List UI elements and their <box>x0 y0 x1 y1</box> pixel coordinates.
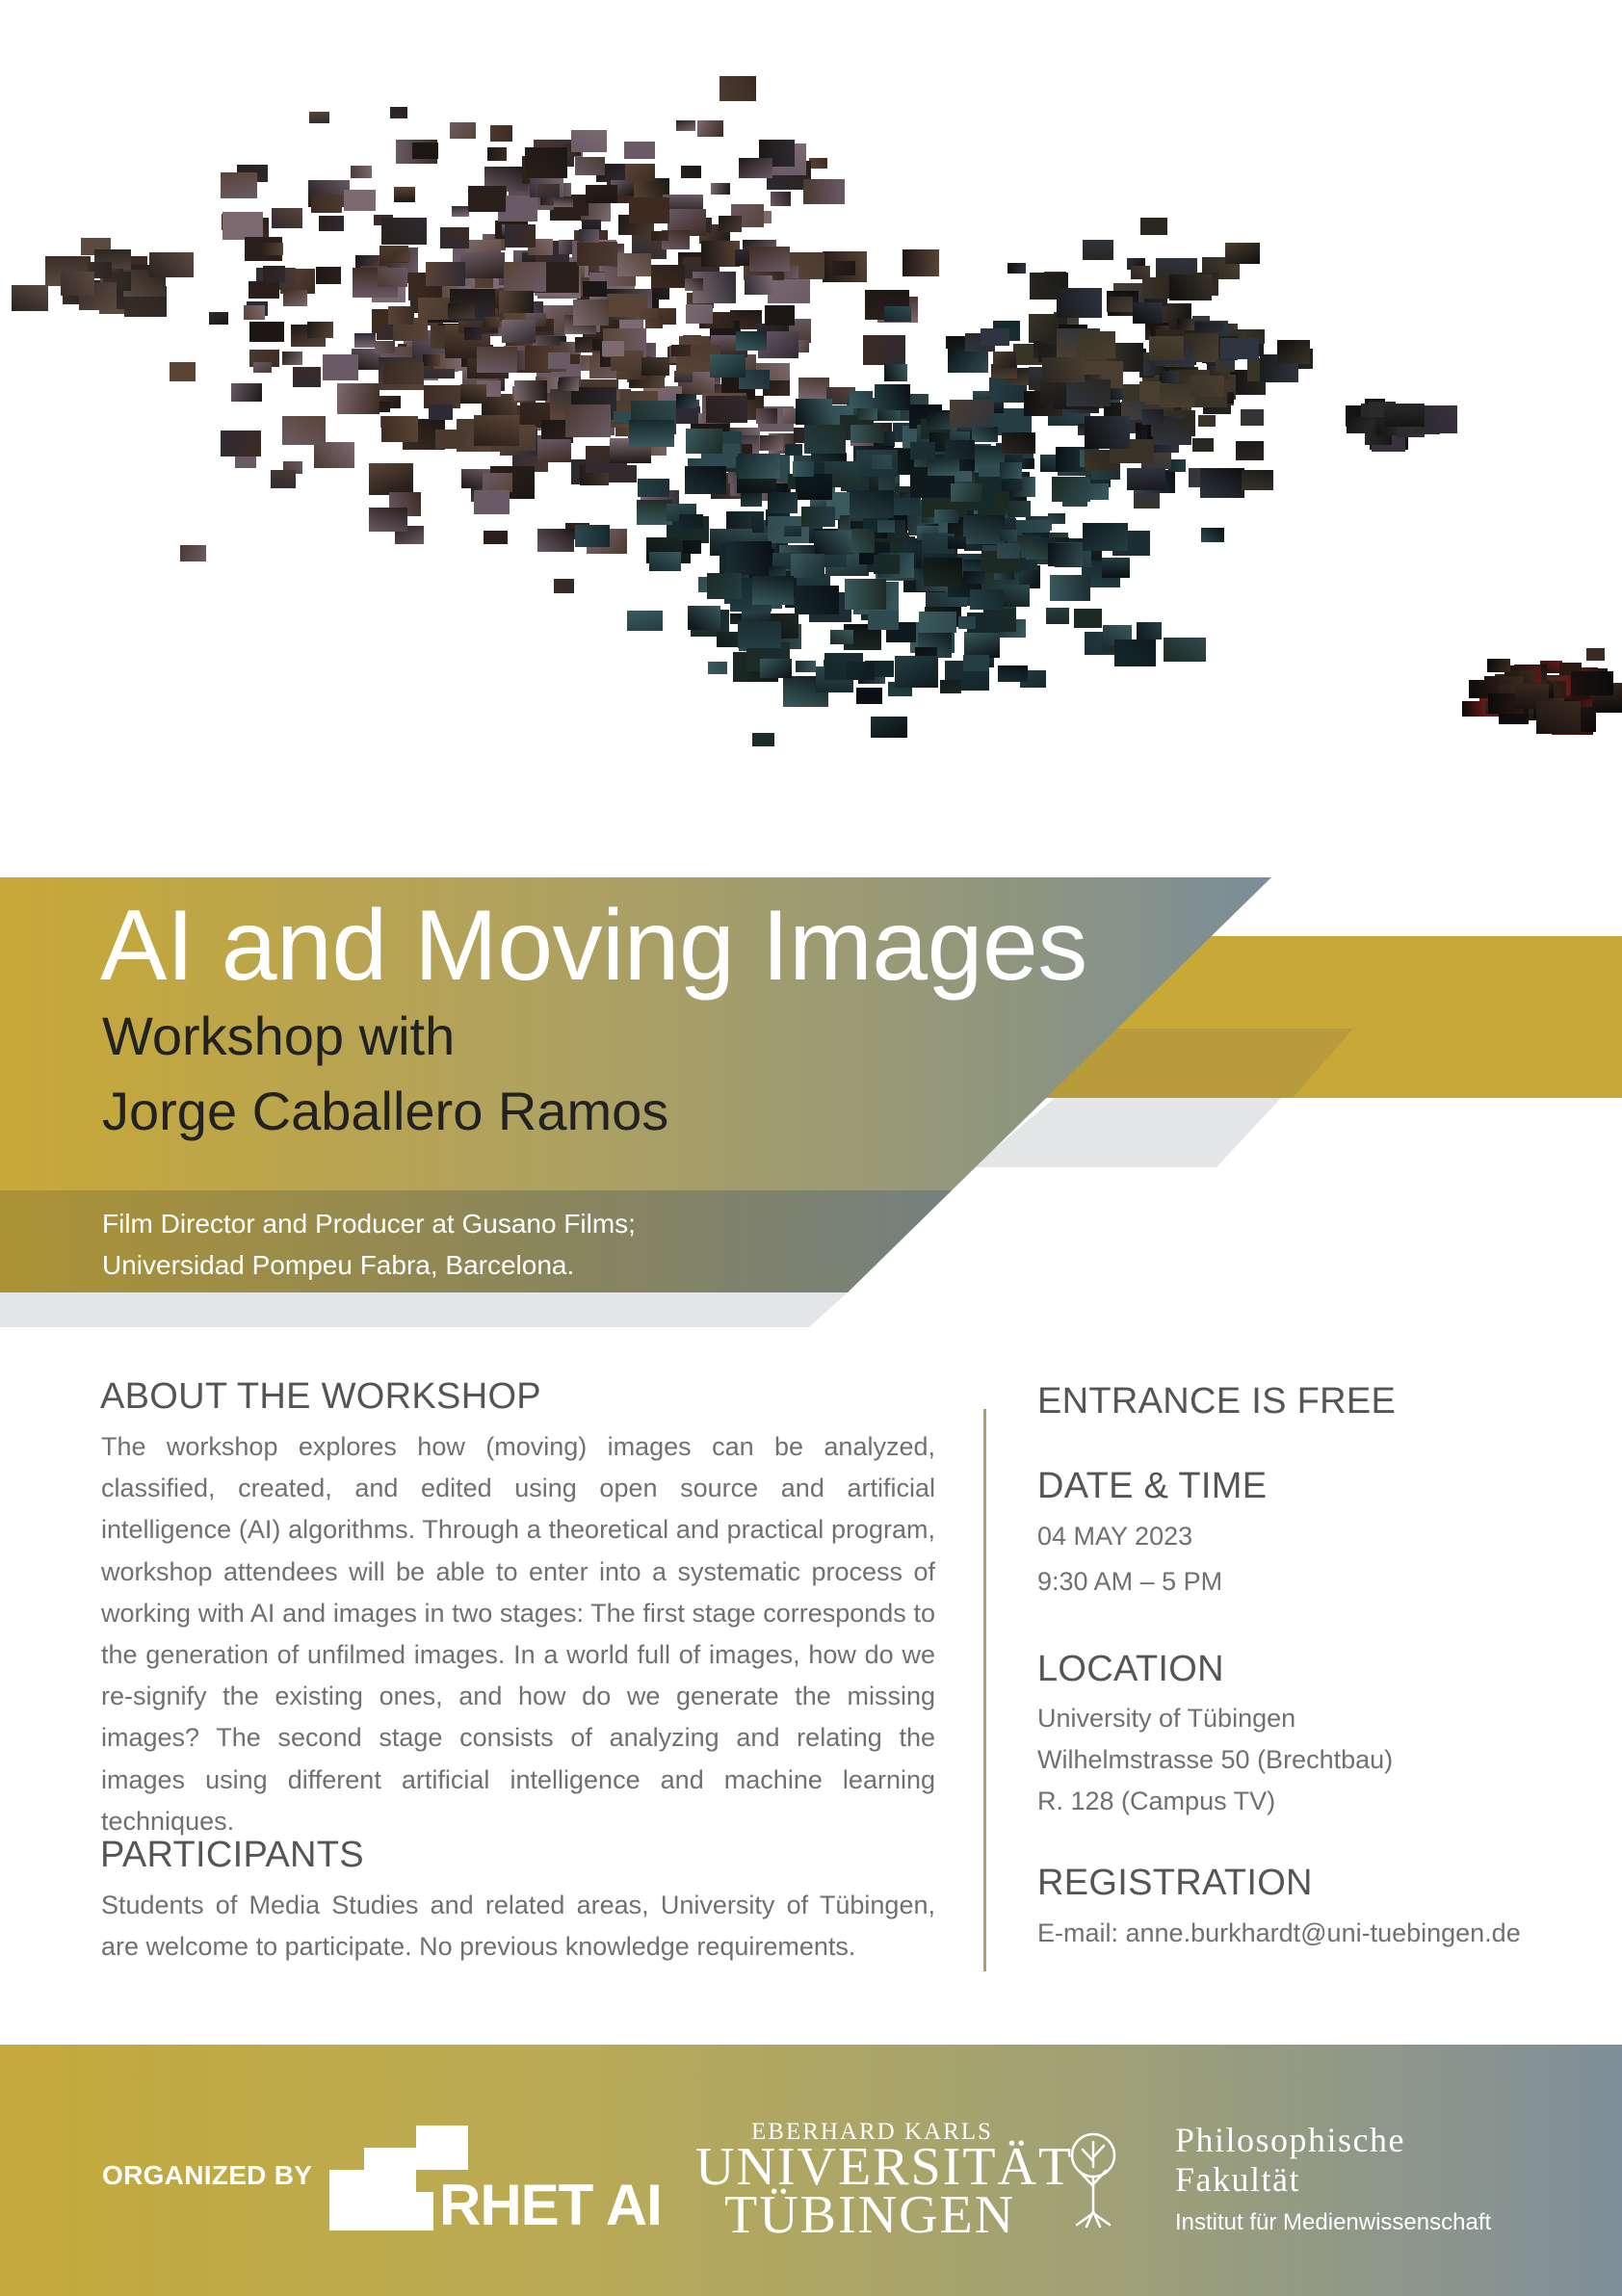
film-still-thumbnail <box>1083 240 1113 260</box>
film-still-thumbnail <box>272 208 302 228</box>
film-still-thumbnail <box>440 227 469 248</box>
film-still-thumbnail <box>629 420 674 447</box>
organized-by-label: ORGANIZED BY <box>102 2160 313 2190</box>
film-still-thumbnail <box>253 362 272 373</box>
film-still-thumbnail <box>537 439 571 462</box>
film-still-thumbnail <box>573 300 609 326</box>
film-still-thumbnail <box>487 147 507 161</box>
film-still-thumbnail <box>850 490 894 518</box>
about-heading: ABOUT THE WORKSHOP <box>100 1376 541 1417</box>
film-still-thumbnail <box>1225 243 1260 264</box>
film-still-thumbnail <box>1000 530 1017 541</box>
faculty-name-line2: Fakultät <box>1175 2160 1300 2199</box>
film-still-thumbnail <box>638 479 669 497</box>
workshop-subtitle-line1: Workshop with <box>102 1005 456 1066</box>
film-still-thumbnail <box>583 281 607 297</box>
film-still-thumbnail <box>719 76 756 101</box>
film-still-thumbnail <box>390 107 407 118</box>
film-still-thumbnail <box>796 661 816 672</box>
image-cluster-graphic <box>0 0 1622 867</box>
film-still-thumbnail <box>1002 480 1022 491</box>
film-still-thumbnail <box>1169 274 1212 300</box>
film-still-thumbnail <box>719 216 742 232</box>
film-still-thumbnail <box>686 429 722 454</box>
film-still-thumbnail <box>314 442 354 468</box>
film-still-thumbnail <box>1586 648 1605 661</box>
film-still-thumbnail <box>1140 218 1167 235</box>
film-still-thumbnail <box>474 490 510 514</box>
film-still-thumbnail <box>375 341 395 353</box>
film-still-thumbnail <box>688 606 720 630</box>
film-still-thumbnail <box>738 454 780 479</box>
film-still-thumbnail <box>450 122 476 139</box>
film-still-thumbnail <box>435 430 466 449</box>
film-still-thumbnail <box>1110 297 1133 312</box>
film-still-thumbnail <box>554 196 573 207</box>
film-still-thumbnail <box>602 341 624 356</box>
film-still-thumbnail <box>757 435 783 451</box>
film-still-thumbnail <box>537 184 560 197</box>
film-still-thumbnail <box>537 529 574 552</box>
film-still-thumbnail <box>726 541 772 575</box>
speaker-affiliation-line1: Film Director and Producer at Gusano Films; <box>102 1209 636 1239</box>
film-still-thumbnail <box>1083 523 1128 551</box>
film-still-thumbnail <box>674 371 693 382</box>
film-still-thumbnail <box>993 352 1016 368</box>
registration-heading: REGISTRATION <box>1037 1863 1313 1903</box>
film-still-thumbnail <box>948 536 966 549</box>
film-still-thumbnail <box>749 247 790 272</box>
film-still-thumbnail <box>293 367 321 387</box>
film-still-thumbnail <box>945 440 975 459</box>
film-still-thumbnail <box>61 272 94 296</box>
film-still-thumbnail <box>1127 468 1165 490</box>
film-still-thumbnail <box>710 354 746 378</box>
film-still-thumbnail <box>625 164 655 181</box>
university-logo-line2: TÜBINGEN <box>724 2185 1016 2245</box>
film-still-thumbnail <box>640 308 658 319</box>
film-still-thumbnail <box>412 143 438 159</box>
film-still-thumbnail <box>717 632 739 647</box>
film-still-thumbnail <box>344 190 376 211</box>
film-still-thumbnail <box>1066 379 1111 406</box>
film-still-thumbnail <box>676 394 696 408</box>
film-still-thumbnail <box>170 362 196 381</box>
film-still-thumbnail <box>681 166 701 178</box>
film-still-thumbnail <box>903 249 939 276</box>
film-still-thumbnail <box>1236 441 1264 460</box>
film-still-thumbnail <box>711 183 730 195</box>
film-still-thumbnail <box>271 470 296 488</box>
film-still-thumbnail <box>351 166 372 178</box>
film-still-thumbnail <box>924 558 962 587</box>
film-still-thumbnail <box>1048 513 1065 524</box>
film-still-thumbnail <box>890 498 920 515</box>
film-still-thumbnail <box>483 317 500 327</box>
film-still-thumbnail <box>448 303 475 319</box>
film-still-thumbnail <box>575 525 610 547</box>
film-still-thumbnail <box>209 312 228 325</box>
film-still-thumbnail <box>981 328 1009 346</box>
registration-email[interactable]: E-mail: anne.burkhardt@uni-tuebingen.de <box>1037 1918 1521 1947</box>
film-still-thumbnail <box>460 252 505 278</box>
film-still-thumbnail <box>1190 376 1224 397</box>
film-still-thumbnail <box>222 212 263 240</box>
film-still-thumbnail <box>337 383 379 414</box>
film-still-thumbnail <box>1201 528 1224 542</box>
film-still-thumbnail <box>369 508 407 532</box>
workshop-title: AI and Moving Images <box>100 890 1087 1002</box>
film-still-thumbnail <box>565 404 611 437</box>
institute-name: Institut für Medienwissenschaft <box>1175 2209 1492 2235</box>
film-still-thumbnail <box>963 655 989 671</box>
film-still-thumbnail <box>1048 543 1083 566</box>
film-still-thumbnail <box>1384 404 1425 427</box>
film-still-thumbnail <box>697 120 723 137</box>
film-still-thumbnail <box>323 354 358 380</box>
participants-text: Students of Media Studies and related areas, University of Tübingen, are welcome to participate. No previous knowledge requirements. <box>101 1891 935 1962</box>
film-still-thumbnail <box>745 275 772 295</box>
film-still-thumbnail <box>701 241 740 267</box>
film-still-thumbnail <box>1487 659 1510 672</box>
film-still-thumbnail <box>708 662 727 674</box>
film-still-thumbnail <box>221 430 261 457</box>
film-still-thumbnail <box>726 511 751 529</box>
film-still-thumbnail <box>381 218 427 245</box>
film-still-thumbnail <box>383 362 424 384</box>
film-still-thumbnail <box>307 322 333 338</box>
film-still-thumbnail <box>525 147 567 178</box>
film-still-thumbnail <box>1134 493 1160 509</box>
film-still-thumbnail <box>997 543 1020 559</box>
film-still-thumbnail <box>760 659 792 678</box>
film-still-thumbnail <box>1052 477 1090 502</box>
film-still-thumbnail <box>874 555 900 574</box>
film-still-thumbnail <box>505 224 536 248</box>
film-still-thumbnail <box>554 579 574 593</box>
film-still-thumbnail <box>464 327 482 340</box>
film-still-thumbnail <box>850 391 873 408</box>
film-still-thumbnail <box>641 357 669 376</box>
film-still-thumbnail <box>1142 277 1172 299</box>
film-still-thumbnail <box>756 408 777 424</box>
film-still-thumbnail <box>785 444 802 456</box>
film-still-thumbnail <box>771 192 791 206</box>
film-still-thumbnail <box>426 262 465 286</box>
film-still-thumbnail <box>249 281 279 299</box>
film-still-thumbnail <box>180 545 206 561</box>
film-still-thumbnail <box>627 611 663 631</box>
film-still-thumbnail <box>571 130 607 152</box>
film-still-thumbnail <box>795 586 839 614</box>
film-still-thumbnail <box>1198 415 1216 427</box>
film-still-thumbnail <box>514 380 547 401</box>
film-still-thumbnail <box>1102 558 1130 578</box>
film-still-thumbnail <box>651 231 668 241</box>
film-still-thumbnail <box>1149 336 1184 360</box>
film-still-thumbnail <box>940 680 961 693</box>
film-still-thumbnail <box>388 306 413 325</box>
film-still-thumbnail <box>477 347 517 373</box>
film-still-thumbnail <box>1242 470 1273 490</box>
film-still-thumbnail <box>393 252 410 262</box>
film-still-thumbnail <box>951 483 982 502</box>
film-still-thumbnail <box>683 540 701 554</box>
event-time: 9:30 AM – 5 PM <box>1037 1567 1223 1596</box>
film-still-thumbnail <box>801 507 835 527</box>
film-still-thumbnail <box>679 514 703 529</box>
film-still-thumbnail <box>1046 608 1069 624</box>
entrance-heading: ENTRANCE IS FREE <box>1037 1381 1397 1422</box>
film-still-thumbnail <box>809 158 827 169</box>
film-still-thumbnail <box>868 611 899 630</box>
film-still-thumbnail <box>919 612 956 633</box>
film-still-thumbnail <box>1142 409 1164 425</box>
film-still-thumbnail <box>1007 263 1026 274</box>
film-still-thumbnail <box>685 278 703 291</box>
film-still-thumbnail <box>979 464 1000 477</box>
film-still-thumbnail <box>1078 331 1115 358</box>
event-date: 04 MAY 2023 <box>1037 1522 1193 1551</box>
film-still-thumbnail <box>575 157 605 175</box>
film-still-thumbnail <box>934 509 958 523</box>
film-still-thumbnail <box>468 186 506 212</box>
film-still-thumbnail <box>1114 639 1156 666</box>
participants-heading: PARTICIPANTS <box>100 1835 364 1875</box>
film-still-thumbnail <box>1131 266 1150 279</box>
about-text: The workshop explores how (moving) images can be analyzed, classified, created, and edited using open source and artificial intelligence (AI) algorithms. Through a theoretical and practical program, workshop attendees will be able to enter into a systematic process of working with AI and images in two stages: The first stage corresponds to the generation of unfilmed images. In a world full of images, how do we re-signify the existing ones, and how do we generate the missing images? The second stage consists of analyzing and relating the images using different artificial intelligence and machine learning techniques. <box>101 1432 935 1836</box>
film-still-thumbnail <box>963 515 1005 544</box>
university-logo-line1: UNIVERSITÄT <box>695 2137 1074 2197</box>
film-still-thumbnail <box>671 345 691 356</box>
film-still-thumbnail <box>548 352 570 369</box>
film-still-thumbnail <box>752 576 794 605</box>
film-still-thumbnail <box>872 455 892 469</box>
location-line2: Wilhelmstrasse 50 (Brechtbau) <box>1037 1745 1394 1774</box>
film-still-thumbnail <box>282 352 302 365</box>
film-still-thumbnail <box>796 399 832 425</box>
film-still-thumbnail <box>1216 360 1235 372</box>
film-still-thumbnail <box>231 383 262 402</box>
film-still-thumbnail <box>429 404 453 420</box>
film-still-thumbnail <box>685 466 726 494</box>
film-still-thumbnail <box>1074 609 1102 628</box>
film-still-thumbnail <box>483 473 512 492</box>
film-still-thumbnail <box>559 378 579 391</box>
film-still-thumbnail <box>793 461 814 477</box>
film-still-thumbnail <box>970 589 1004 610</box>
film-still-thumbnail <box>221 172 257 198</box>
film-still-thumbnail <box>316 267 341 284</box>
film-still-thumbnail <box>1277 340 1310 364</box>
film-still-thumbnail <box>1192 438 1214 452</box>
film-still-thumbnail <box>244 305 265 320</box>
speaker-name: Jorge Caballero Ramos <box>102 1081 669 1141</box>
film-still-thumbnail <box>791 554 824 578</box>
film-still-thumbnail <box>963 571 985 584</box>
film-still-thumbnail <box>418 298 450 320</box>
film-still-thumbnail <box>910 442 935 459</box>
film-still-thumbnail <box>676 120 695 131</box>
film-still-thumbnail <box>1002 432 1035 454</box>
film-still-thumbnail <box>283 290 307 306</box>
film-still-thumbnail <box>1161 371 1179 383</box>
film-still-thumbnail <box>490 125 512 142</box>
film-still-thumbnail <box>474 415 519 446</box>
film-still-thumbnail <box>369 463 413 495</box>
film-still-thumbnail <box>1133 302 1163 324</box>
film-still-thumbnail <box>649 552 681 571</box>
film-still-thumbnail <box>983 609 1016 632</box>
film-still-thumbnail <box>765 305 795 326</box>
film-still-thumbnail <box>958 616 976 629</box>
film-still-thumbnail <box>311 195 342 213</box>
film-still-thumbnail <box>504 262 546 292</box>
film-still-thumbnail <box>857 408 877 420</box>
film-still-thumbnail <box>784 526 801 536</box>
film-still-thumbnail <box>354 333 376 348</box>
film-still-thumbnail <box>579 229 599 243</box>
film-still-thumbnail <box>1026 544 1050 560</box>
film-still-thumbnail <box>739 158 772 178</box>
film-still-thumbnail <box>1164 638 1206 662</box>
film-still-thumbnail <box>856 688 882 704</box>
film-still-thumbnail <box>1462 701 1485 717</box>
film-still-thumbnail <box>707 573 742 599</box>
film-still-thumbnail <box>499 291 534 313</box>
film-still-thumbnail <box>502 320 536 343</box>
film-still-thumbnail <box>804 425 846 454</box>
film-still-thumbnail <box>651 265 685 288</box>
film-still-thumbnail <box>262 243 283 255</box>
location-line1: University of Tübingen <box>1037 1704 1296 1733</box>
university-logo-small: EBERHARD KARLS <box>751 2119 993 2145</box>
film-still-thumbnail <box>998 665 1028 682</box>
film-still-thumbnail <box>884 364 907 381</box>
film-still-thumbnail <box>235 455 256 468</box>
film-still-thumbnail <box>877 520 895 533</box>
film-still-thumbnail <box>845 579 886 610</box>
film-still-thumbnail <box>460 384 486 404</box>
film-still-thumbnail <box>895 656 938 688</box>
film-still-thumbnail <box>149 252 194 277</box>
film-still-thumbnail <box>1536 701 1581 734</box>
film-still-thumbnail <box>423 354 440 366</box>
film-still-thumbnail <box>803 179 845 204</box>
film-still-thumbnail <box>863 335 905 365</box>
film-still-thumbnail <box>394 187 415 202</box>
rhet-ai-logo-text: RHET AI <box>439 2173 662 2237</box>
film-still-thumbnail <box>12 285 48 311</box>
film-still-thumbnail <box>586 185 617 203</box>
film-still-thumbnail <box>798 378 829 400</box>
film-still-thumbnail <box>484 531 508 544</box>
column-divider <box>983 1409 986 1971</box>
film-still-thumbnail <box>249 322 284 342</box>
film-still-thumbnail <box>1050 575 1090 601</box>
film-still-thumbnail <box>629 197 669 223</box>
film-still-thumbnail <box>768 492 798 513</box>
film-still-thumbnail <box>830 630 853 644</box>
film-still-thumbnail <box>617 253 651 276</box>
film-still-thumbnail <box>741 492 762 507</box>
film-still-thumbnail <box>964 632 1000 658</box>
film-still-thumbnail <box>847 662 875 680</box>
film-still-thumbnail <box>875 384 910 410</box>
film-still-thumbnail <box>686 304 713 324</box>
film-still-thumbnail <box>263 266 285 282</box>
film-still-thumbnail <box>1241 409 1264 426</box>
film-still-thumbnail <box>752 733 774 746</box>
film-still-thumbnail <box>1220 338 1259 359</box>
film-still-thumbnail <box>871 717 907 738</box>
film-still-thumbnail <box>452 206 469 217</box>
film-still-thumbnail <box>950 400 994 428</box>
film-still-thumbnail <box>884 306 911 322</box>
film-still-thumbnail <box>378 268 407 287</box>
film-still-thumbnail <box>381 416 418 442</box>
film-still-thumbnail <box>706 396 747 423</box>
film-still-thumbnail <box>309 112 329 123</box>
film-still-thumbnail <box>1008 501 1031 517</box>
location-line3: R. 128 (Campus TV) <box>1037 1787 1276 1815</box>
film-still-thumbnail <box>972 427 998 442</box>
film-still-thumbnail <box>624 142 655 159</box>
film-still-thumbnail <box>1057 288 1102 318</box>
film-still-thumbnail <box>319 216 344 231</box>
film-still-thumbnail <box>832 261 855 275</box>
film-still-thumbnail <box>1571 671 1613 695</box>
film-still-thumbnail <box>1000 462 1022 479</box>
film-still-thumbnail <box>815 531 851 555</box>
faculty-name-line1: Philosophische <box>1175 2121 1406 2159</box>
film-still-thumbnail <box>850 425 884 443</box>
film-still-thumbnail <box>796 474 832 500</box>
tree-logo-icon <box>1063 2128 1123 2229</box>
film-still-thumbnail <box>282 416 326 445</box>
film-still-thumbnail <box>1042 357 1085 382</box>
film-still-thumbnail <box>736 331 767 351</box>
film-still-thumbnail <box>1137 622 1162 639</box>
speaker-affiliation-line2: Universidad Pompeu Fabra, Barcelona. <box>102 1250 575 1280</box>
film-still-thumbnail <box>738 621 781 648</box>
date-time-heading: DATE & TIME <box>1037 1466 1268 1506</box>
film-still-thumbnail <box>1085 416 1130 449</box>
location-heading: LOCATION <box>1037 1649 1224 1689</box>
film-still-thumbnail <box>577 242 617 266</box>
film-still-thumbnail <box>946 336 965 349</box>
film-still-thumbnail <box>1200 468 1244 498</box>
